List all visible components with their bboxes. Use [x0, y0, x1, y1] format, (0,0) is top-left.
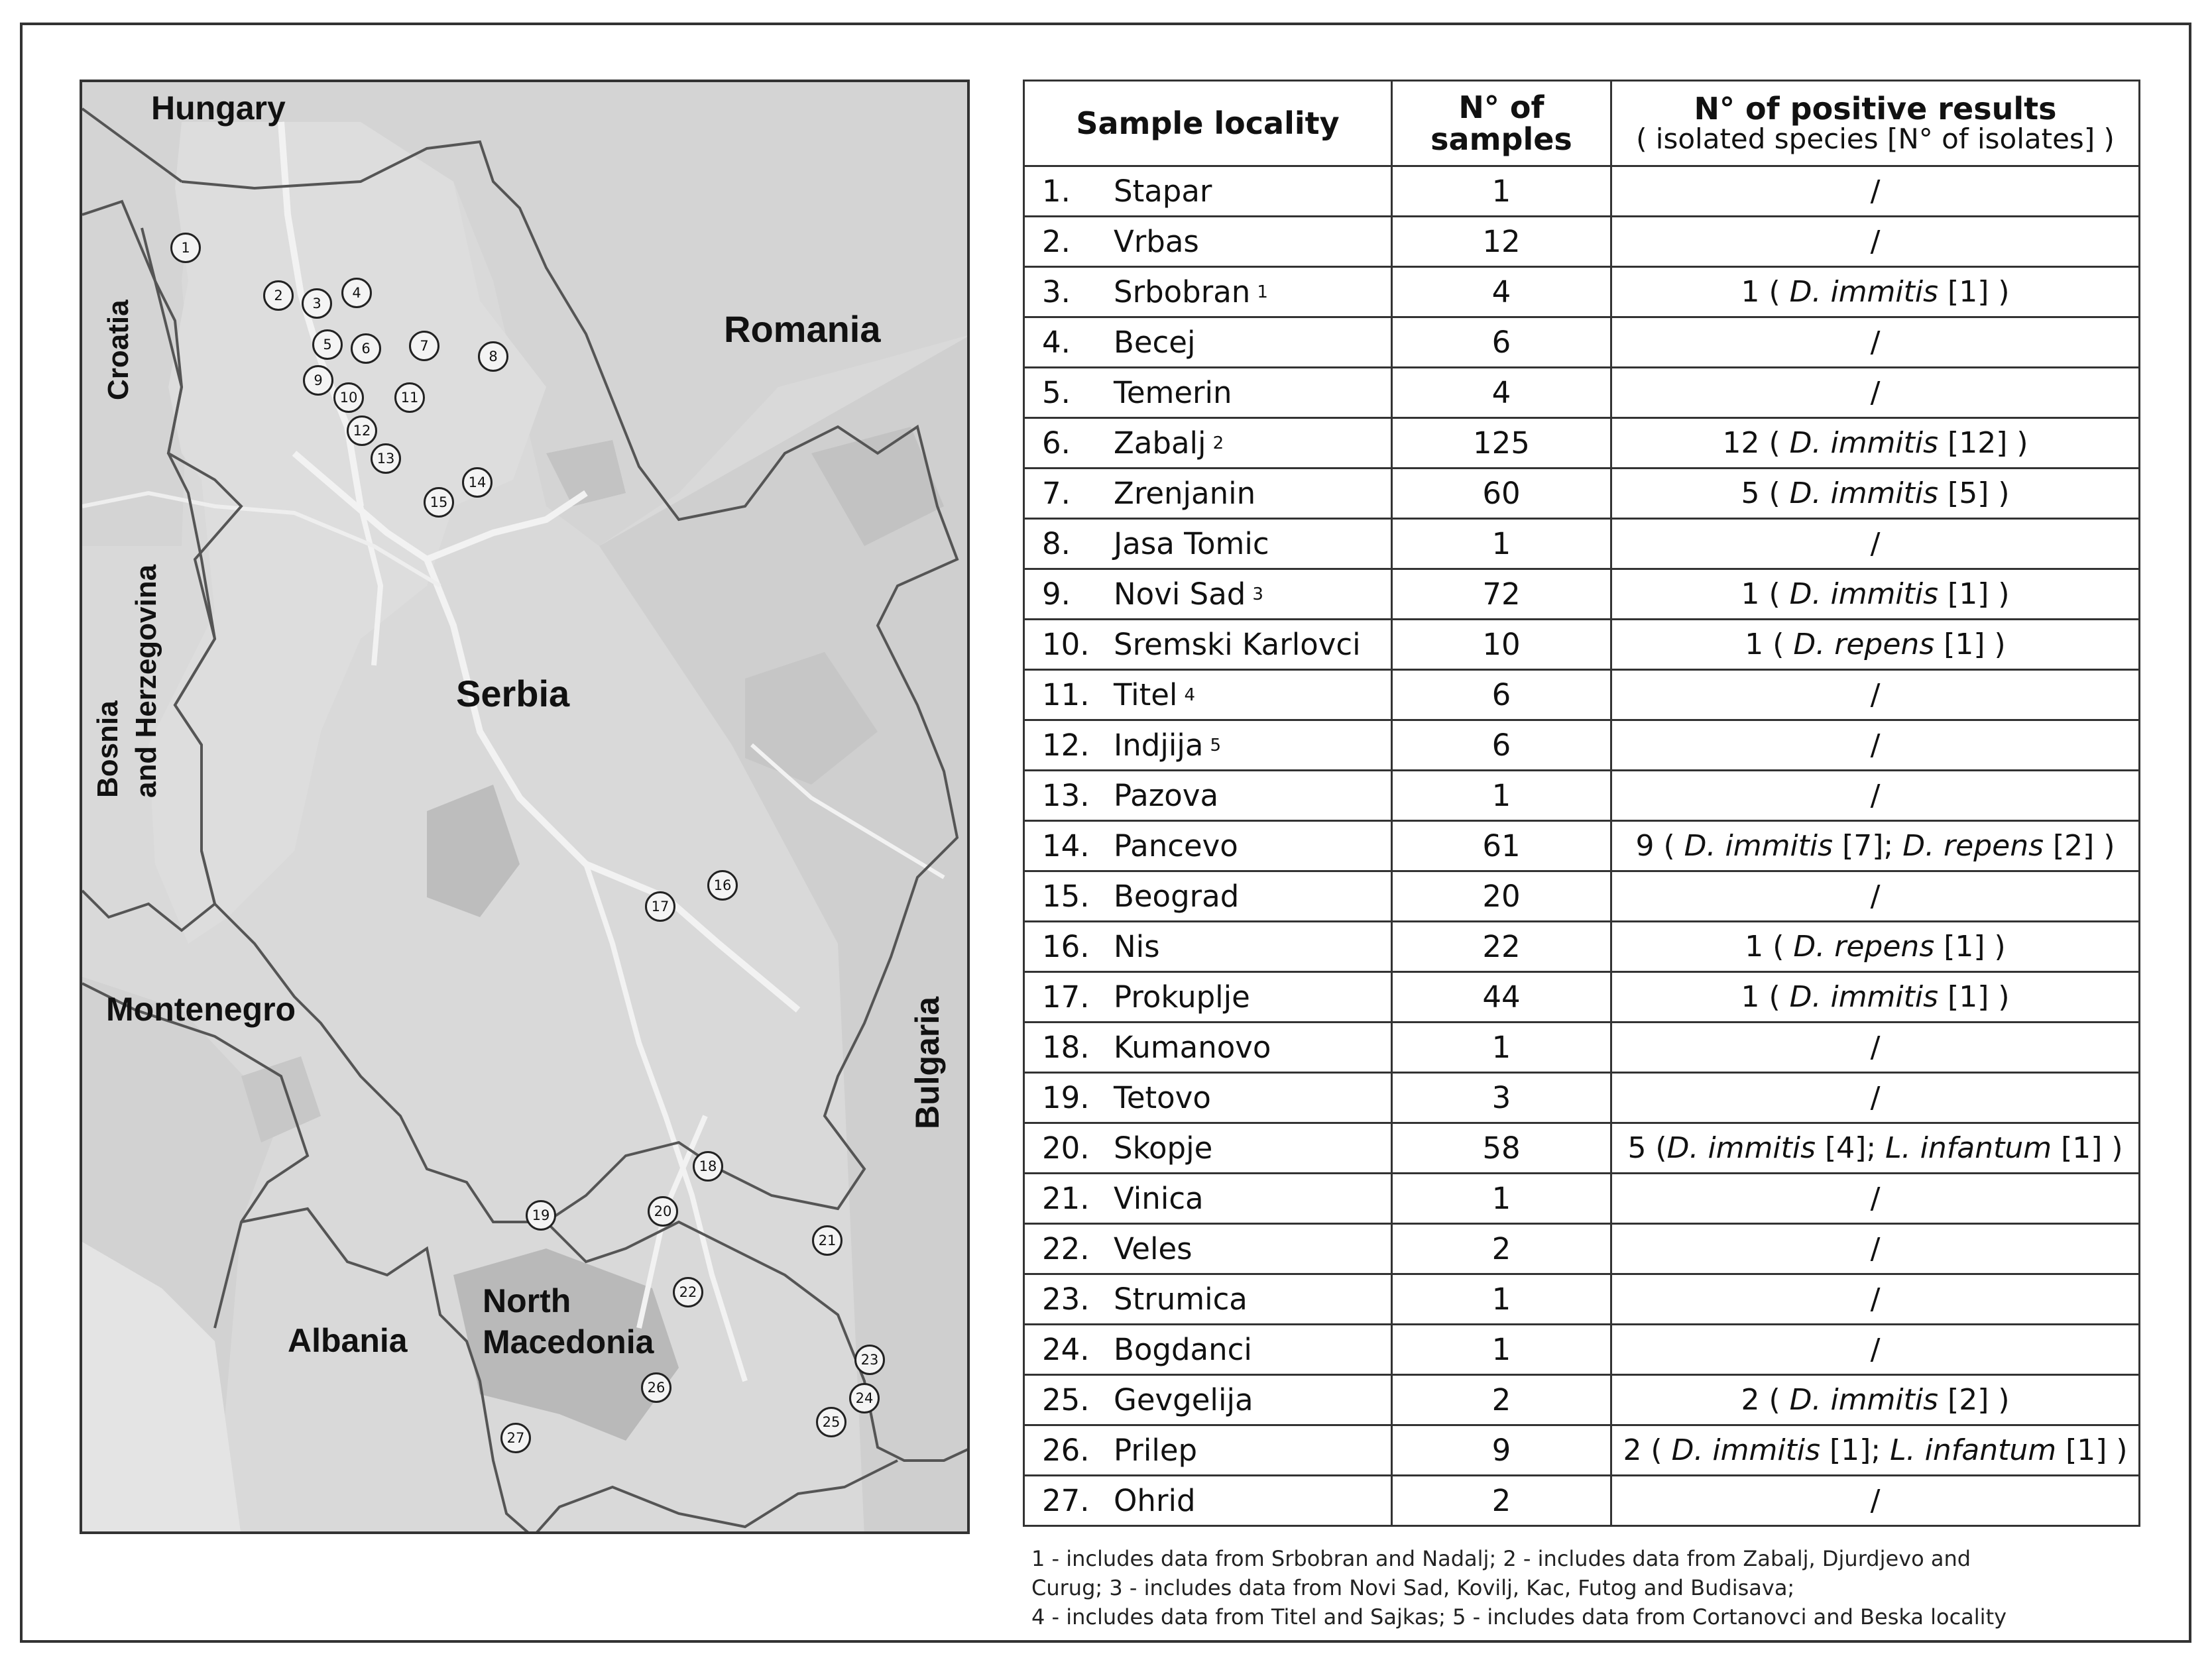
locality-wrap	[1025, 1483, 1391, 1518]
locality-wrap	[1025, 1080, 1391, 1115]
locality-cell	[1024, 519, 1392, 569]
country-label-croatia: Croatia	[102, 300, 135, 400]
table-row	[1024, 317, 2140, 368]
locality-wrap	[1025, 677, 1391, 712]
map-marker-14: 14	[462, 467, 493, 498]
locality-wrap	[1025, 224, 1391, 259]
results-table	[1023, 80, 2140, 1527]
map-marker-12: 12	[347, 415, 377, 446]
map-marker-23: 23	[854, 1345, 885, 1375]
locality-name: Titel	[1114, 677, 1178, 712]
locality-cell	[1024, 1073, 1392, 1123]
locality-name: Gevgelija	[1114, 1382, 1253, 1417]
locality-name: Jasa Tomic	[1114, 526, 1269, 561]
table-row	[1024, 1425, 2140, 1476]
map-marker-25: 25	[816, 1407, 846, 1437]
locality-cell	[1024, 569, 1392, 620]
locality-wrap	[1025, 577, 1391, 612]
locality-wrap	[1025, 1332, 1391, 1367]
species-name: D. immitis	[1789, 577, 1939, 611]
locality-number: 11.	[1042, 677, 1090, 712]
locality-wrap	[1025, 979, 1391, 1015]
locality-name: Zabalj	[1114, 425, 1206, 461]
positive-results-cell: 1 ( D. immitis [1] )	[1611, 972, 2140, 1023]
locality-wrap	[1025, 728, 1391, 763]
sample-count-cell: 3	[1392, 1073, 1611, 1123]
positive-results-cell: 5 ( D. immitis [5] )	[1611, 469, 2140, 519]
sample-count-cell: 6	[1392, 317, 1611, 368]
locality-name: Vinica	[1114, 1181, 1204, 1216]
sample-count-cell: 58	[1392, 1123, 1611, 1174]
map-marker-17: 17	[645, 891, 675, 922]
positive-results-cell: /	[1611, 1274, 2140, 1325]
map-marker-15: 15	[424, 487, 454, 518]
sample-count-cell: 125	[1392, 418, 1611, 469]
footnote-reference: 1	[1257, 282, 1268, 302]
table-row	[1024, 821, 2140, 871]
locality-number: 17.	[1042, 979, 1090, 1015]
table-row	[1024, 418, 2140, 469]
locality-number: 13.	[1042, 778, 1090, 813]
table-row	[1024, 720, 2140, 771]
locality-cell	[1024, 317, 1392, 368]
sample-count-cell: 2	[1392, 1224, 1611, 1274]
locality-cell	[1024, 1375, 1392, 1425]
map-marker-1: 1	[170, 233, 201, 263]
locality-name: Vrbas	[1114, 224, 1199, 259]
sample-count-cell: 4	[1392, 267, 1611, 317]
locality-cell	[1024, 1476, 1392, 1526]
table-row	[1024, 1224, 2140, 1274]
locality-cell	[1024, 620, 1392, 670]
country-label-serbia: Serbia	[456, 673, 570, 714]
table-row	[1024, 670, 2140, 720]
locality-number: 23.	[1042, 1282, 1090, 1317]
map-marker-7: 7	[409, 331, 439, 361]
locality-number: 5.	[1042, 375, 1071, 410]
locality-cell	[1024, 1425, 1392, 1476]
sample-count-cell: 6	[1392, 720, 1611, 771]
country-label-bosnia-line2: and Herzegovina	[130, 564, 162, 798]
locality-cell	[1024, 670, 1392, 720]
table-row	[1024, 1274, 2140, 1325]
locality-name: Sremski Karlovci	[1114, 627, 1361, 662]
sample-count-cell: 1	[1392, 771, 1611, 821]
locality-name: Pazova	[1114, 778, 1219, 813]
locality-name: Stapar	[1114, 174, 1212, 209]
map-marker-24: 24	[849, 1383, 880, 1413]
species-name: D. repens	[1793, 930, 1935, 964]
sample-count-cell: 2	[1392, 1476, 1611, 1526]
footnote-reference: 3	[1252, 584, 1263, 604]
locality-cell	[1024, 1274, 1392, 1325]
positive-results-cell: /	[1611, 1174, 2140, 1224]
locality-number: 6.	[1042, 425, 1071, 461]
table-row	[1024, 1476, 2140, 1526]
footnote-reference: 5	[1210, 735, 1221, 755]
sample-count-cell: 72	[1392, 569, 1611, 620]
locality-number: 20.	[1042, 1131, 1090, 1166]
map-marker-10: 10	[333, 382, 364, 413]
locality-wrap	[1025, 1131, 1391, 1166]
positive-results-cell: 1 ( D. immitis [1] )	[1611, 569, 2140, 620]
table-row	[1024, 166, 2140, 217]
locality-number: 19.	[1042, 1080, 1090, 1115]
positive-results-cell: 9 ( D. immitis [7]; D. repens [2] )	[1611, 821, 2140, 871]
footnote-line-2: Curug; 3 - includes data from Novi Sad, Kovilj, Kac, Futog and Budisava;	[1031, 1575, 1795, 1600]
locality-cell	[1024, 771, 1392, 821]
locality-wrap	[1025, 1282, 1391, 1317]
sample-count-cell: 1	[1392, 1325, 1611, 1375]
map-marker-5: 5	[312, 329, 343, 360]
table-row	[1024, 368, 2140, 418]
locality-number: 18.	[1042, 1030, 1090, 1065]
positive-results-cell: /	[1611, 871, 2140, 922]
locality-cell	[1024, 267, 1392, 317]
species-name: D. immitis	[1789, 980, 1939, 1014]
map-marker-26: 26	[641, 1372, 671, 1403]
locality-number: 7.	[1042, 476, 1071, 511]
locality-cell	[1024, 1224, 1392, 1274]
species-name: D. immitis	[1789, 1383, 1939, 1417]
locality-cell	[1024, 1174, 1392, 1224]
locality-name: Indjija	[1114, 728, 1204, 763]
locality-number: 24.	[1042, 1332, 1090, 1367]
footnotes	[1031, 1544, 2158, 1632]
locality-wrap	[1025, 325, 1391, 360]
map-marker-13: 13	[371, 443, 401, 474]
locality-number: 15.	[1042, 879, 1090, 914]
table-row	[1024, 972, 2140, 1023]
sample-count-cell: 10	[1392, 620, 1611, 670]
header-number-of-samples: N° of samples	[1392, 81, 1611, 166]
locality-cell	[1024, 821, 1392, 871]
locality-number: 1.	[1042, 174, 1071, 209]
country-label-montenegro: Montenegro	[106, 991, 296, 1028]
locality-cell	[1024, 972, 1392, 1023]
map-marker-6: 6	[351, 333, 381, 364]
species-name: D. immitis	[1684, 829, 1834, 863]
table-row	[1024, 267, 2140, 317]
positive-results-cell: 2 ( D. immitis [1]; L. infantum [1] )	[1611, 1425, 2140, 1476]
map-panel	[80, 80, 970, 1534]
sample-count-cell: 1	[1392, 519, 1611, 569]
locality-name: Strumica	[1114, 1282, 1248, 1317]
positive-results-cell: /	[1611, 1476, 2140, 1526]
locality-name: Novi Sad	[1114, 577, 1246, 612]
map-marker-3: 3	[302, 288, 332, 319]
locality-number: 14.	[1042, 828, 1090, 863]
locality-name: Srbobran	[1114, 274, 1251, 309]
locality-name: Bogdanci	[1114, 1332, 1252, 1367]
sample-count-cell: 2	[1392, 1375, 1611, 1425]
locality-name: Ohrid	[1114, 1483, 1196, 1518]
country-label-north-macedonia-line1: North	[483, 1282, 571, 1319]
locality-number: 16.	[1042, 929, 1090, 964]
footnote-reference: 2	[1212, 433, 1224, 453]
map-marker-16: 16	[707, 870, 738, 901]
locality-name: Prokuplje	[1114, 979, 1250, 1015]
species-name: L. infantum	[1885, 1131, 2052, 1165]
locality-number: 9.	[1042, 577, 1071, 612]
table-row	[1024, 771, 2140, 821]
country-label-albania: Albania	[288, 1322, 408, 1359]
locality-wrap	[1025, 274, 1391, 309]
map-marker-11: 11	[394, 382, 425, 413]
header-positive-results	[1611, 81, 2140, 166]
table-row	[1024, 1123, 2140, 1174]
table-row	[1024, 1023, 2140, 1073]
locality-wrap	[1025, 828, 1391, 863]
species-name: D. repens	[1793, 628, 1935, 661]
positive-results-cell: 1 ( D. repens [1] )	[1611, 620, 2140, 670]
country-label-bosnia-line1: Bosnia	[91, 700, 124, 798]
locality-name: Nis	[1114, 929, 1160, 964]
locality-wrap	[1025, 1433, 1391, 1468]
map-marker-9: 9	[303, 365, 333, 396]
sample-count-cell: 1	[1392, 166, 1611, 217]
locality-number: 27.	[1042, 1483, 1090, 1518]
locality-cell	[1024, 217, 1392, 267]
locality-cell	[1024, 1123, 1392, 1174]
positive-results-cell: /	[1611, 1023, 2140, 1073]
locality-name: Beograd	[1114, 879, 1240, 914]
country-label-north-macedonia-line2: Macedonia	[483, 1323, 654, 1360]
locality-wrap	[1025, 1231, 1391, 1266]
footnote-line-1: 1 - includes data from Srbobran and Nadalj; 2 - includes data from Zabalj, Djurdjevo and	[1031, 1546, 1971, 1571]
locality-number: 3.	[1042, 274, 1071, 309]
map-marker-2: 2	[263, 280, 294, 311]
positive-results-cell: 1 ( D. repens [1] )	[1611, 922, 2140, 972]
table-header-row	[1024, 81, 2140, 166]
locality-name: Pancevo	[1114, 828, 1238, 863]
locality-name: Veles	[1114, 1231, 1193, 1266]
locality-wrap	[1025, 174, 1391, 209]
results-table-container	[1023, 80, 2132, 1527]
locality-wrap	[1025, 1181, 1391, 1216]
map-marker-8: 8	[478, 341, 508, 372]
sample-count-cell: 9	[1392, 1425, 1611, 1476]
locality-cell	[1024, 1023, 1392, 1073]
species-name: D. immitis	[1789, 426, 1939, 460]
sample-count-cell: 61	[1392, 821, 1611, 871]
positive-results-cell: /	[1611, 317, 2140, 368]
positive-results-cell: /	[1611, 1224, 2140, 1274]
species-name: D. immitis	[1666, 1131, 1816, 1165]
locality-name: Kumanovo	[1114, 1030, 1271, 1065]
map-marker-27: 27	[500, 1423, 531, 1453]
locality-wrap	[1025, 1030, 1391, 1065]
table-row	[1024, 871, 2140, 922]
sample-count-cell: 1	[1392, 1274, 1611, 1325]
table-row	[1024, 1073, 2140, 1123]
sample-count-cell: 4	[1392, 368, 1611, 418]
map-marker-20: 20	[648, 1196, 678, 1227]
sample-count-cell: 44	[1392, 972, 1611, 1023]
locality-number: 10.	[1042, 627, 1090, 662]
table-row	[1024, 922, 2140, 972]
locality-number: 21.	[1042, 1181, 1090, 1216]
positive-results-cell: 1 ( D. immitis [1] )	[1611, 267, 2140, 317]
positive-results-cell: /	[1611, 1325, 2140, 1375]
locality-cell	[1024, 418, 1392, 469]
table-row	[1024, 1325, 2140, 1375]
table-row	[1024, 217, 2140, 267]
sample-count-cell: 1	[1392, 1023, 1611, 1073]
locality-number: 2.	[1042, 224, 1071, 259]
locality-cell	[1024, 368, 1392, 418]
table-row	[1024, 519, 2140, 569]
positive-results-cell: 5 (D. immitis [4]; L. infantum [1] )	[1611, 1123, 2140, 1174]
country-label-bulgaria: Bulgaria	[909, 996, 946, 1129]
locality-number: 12.	[1042, 728, 1090, 763]
species-name: D. immitis	[1671, 1433, 1821, 1467]
locality-wrap	[1025, 375, 1391, 410]
locality-wrap	[1025, 778, 1391, 813]
locality-wrap	[1025, 425, 1391, 461]
header-positive-results-main: N° of positive results	[1694, 90, 2057, 127]
footnote-line-3: 4 - includes data from Titel and Sajkas; 5 - includes data from Cortanovci and Beska locality	[1031, 1604, 2007, 1630]
map-marker-21: 21	[812, 1225, 843, 1256]
locality-name: Skopje	[1114, 1131, 1213, 1166]
locality-wrap	[1025, 627, 1391, 662]
country-label-romania: Romania	[724, 308, 881, 350]
map-marker-18: 18	[693, 1151, 723, 1182]
species-name: D. immitis	[1789, 476, 1939, 510]
sample-count-cell: 20	[1392, 871, 1611, 922]
table-row	[1024, 569, 2140, 620]
sample-count-cell: 6	[1392, 670, 1611, 720]
locality-number: 4.	[1042, 325, 1071, 360]
sample-count-cell: 22	[1392, 922, 1611, 972]
locality-number: 26.	[1042, 1433, 1090, 1468]
table-row	[1024, 469, 2140, 519]
locality-cell	[1024, 166, 1392, 217]
locality-cell	[1024, 871, 1392, 922]
table-body	[1024, 166, 2140, 1526]
locality-number: 8.	[1042, 526, 1071, 561]
positive-results-cell: /	[1611, 720, 2140, 771]
locality-wrap	[1025, 476, 1391, 511]
positive-results-cell: /	[1611, 771, 2140, 821]
table-row	[1024, 1174, 2140, 1224]
locality-cell	[1024, 1325, 1392, 1375]
sample-count-cell: 60	[1392, 469, 1611, 519]
sample-count-cell: 12	[1392, 217, 1611, 267]
map-marker-22: 22	[673, 1277, 703, 1307]
sample-count-cell: 1	[1392, 1174, 1611, 1224]
locality-name: Becej	[1114, 325, 1196, 360]
positive-results-cell: /	[1611, 166, 2140, 217]
locality-wrap	[1025, 526, 1391, 561]
positive-results-cell: /	[1611, 217, 2140, 267]
positive-results-cell: 2 ( D. immitis [2] )	[1611, 1375, 2140, 1425]
positive-results-cell: 12 ( D. immitis [12] )	[1611, 418, 2140, 469]
locality-wrap	[1025, 1382, 1391, 1417]
species-name: D. repens	[1902, 829, 2044, 863]
positive-results-cell: /	[1611, 670, 2140, 720]
locality-wrap	[1025, 929, 1391, 964]
locality-cell	[1024, 720, 1392, 771]
locality-name: Temerin	[1114, 375, 1232, 410]
table-row	[1024, 620, 2140, 670]
footnote-reference: 4	[1184, 685, 1195, 705]
positive-results-cell: /	[1611, 368, 2140, 418]
species-name: L. infantum	[1890, 1433, 2057, 1467]
map-marker-4: 4	[341, 278, 372, 308]
locality-name: Prilep	[1114, 1433, 1198, 1468]
country-label-hungary: Hungary	[151, 89, 286, 127]
header-sample-locality: Sample locality	[1024, 81, 1392, 166]
header-positive-results-sub: ( isolated species [N° of isolates] )	[1636, 123, 2115, 156]
table-row	[1024, 1375, 2140, 1425]
positive-results-cell: /	[1611, 519, 2140, 569]
species-name: D. immitis	[1789, 275, 1939, 309]
positive-results-cell: /	[1611, 1073, 2140, 1123]
locality-number: 22.	[1042, 1231, 1090, 1266]
locality-name: Zrenjanin	[1114, 476, 1256, 511]
locality-number: 25.	[1042, 1382, 1090, 1417]
locality-cell	[1024, 469, 1392, 519]
locality-cell	[1024, 922, 1392, 972]
map-marker-19: 19	[526, 1200, 556, 1231]
locality-name: Tetovo	[1114, 1080, 1211, 1115]
locality-wrap	[1025, 879, 1391, 914]
